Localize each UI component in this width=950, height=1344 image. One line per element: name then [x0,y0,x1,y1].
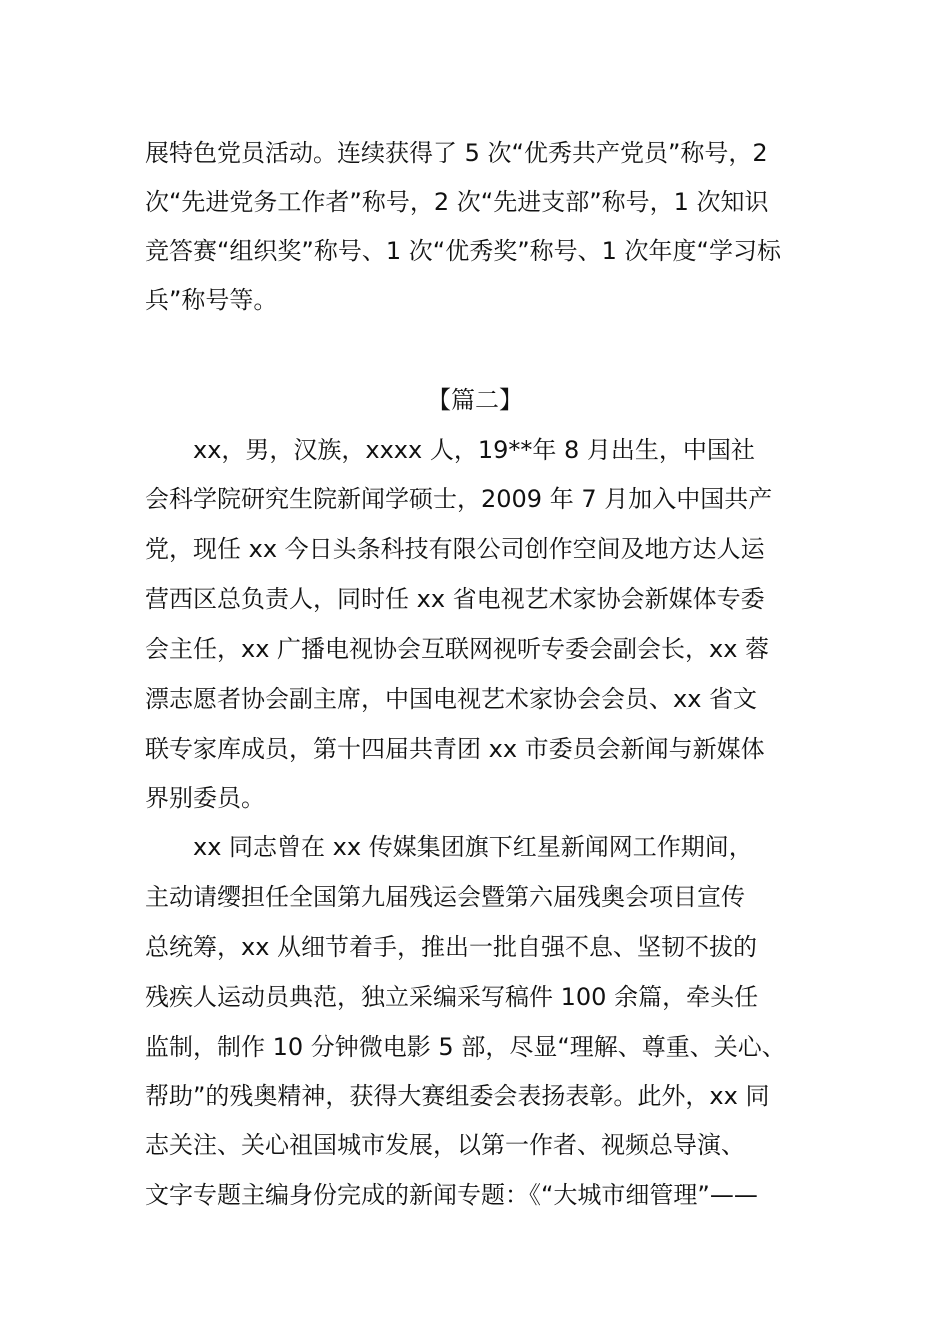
section-heading: 【篇二】 [427,386,523,414]
paragraph-line: 展特色党员活动。连续获得了 5 次“优秀共产党员”称号，2 [145,139,768,167]
paragraph-line: 次“先进党务工作者”称号，2 次“先进支部”称号，1 次知识 [145,188,769,216]
paragraph-line: 联专家库成员，第十四届共青团 xx 市委员会新闻与新媒体 [145,735,765,763]
paragraph-line: 竞答赛“组织奖”称号、1 次“优秀奖”称号、1 次年度“学习标 [145,237,781,265]
paragraph-line: 会主任，xx 广播电视协会互联网视听专委会副会长，xx 蓉 [145,635,770,663]
paragraph-line: xx 同志曾在 xx 传媒集团旗下红星新闻网工作期间， [193,833,753,861]
paragraph-line: 总统筹，xx 从细节着手，推出一批自强不息、坚韧不拔的 [145,933,758,961]
paragraph-line: 帮助”的残奥精神，获得大赛组委会表扬表彰。此外，xx 同 [145,1082,770,1110]
paragraph-line: 主动请缨担任全国第九届残运会暨第六届残奥会项目宣传 [145,883,745,911]
paragraph-line: 监制，制作 10 分钟微电影 5 部，尽显“理解、尊重、关心、 [145,1033,786,1061]
paragraph-line: 营西区总负责人，同时任 xx 省电视艺术家协会新媒体专委 [145,585,765,613]
paragraph-line: 残疾人运动员典范，独立采编采写稿件 100 余篇，牵头任 [145,983,759,1011]
paragraph-line: 文字专题主编身份完成的新闻专题：《“大城市细管理”—— [145,1181,758,1209]
paragraph-line: 界别委员。 [145,784,265,812]
paragraph-line: 兵”称号等。 [145,286,278,314]
paragraph-line: 志关注、关心祖国城市发展，以第一作者、视频总导演、 [145,1131,745,1159]
paragraph-line: xx，男，汉族，xxxx 人，19**年 8 月出生，中国社 [193,436,755,464]
paragraph-line: 漂志愿者协会副主席，中国电视艺术家协会会员、xx 省文 [145,685,758,713]
paragraph-line: 党，现任 xx 今日头条科技有限公司创作空间及地方达人运 [145,535,765,563]
paragraph-line: 会科学院研究生院新闻学硕士，2009 年 7 月加入中国共产 [145,485,773,513]
